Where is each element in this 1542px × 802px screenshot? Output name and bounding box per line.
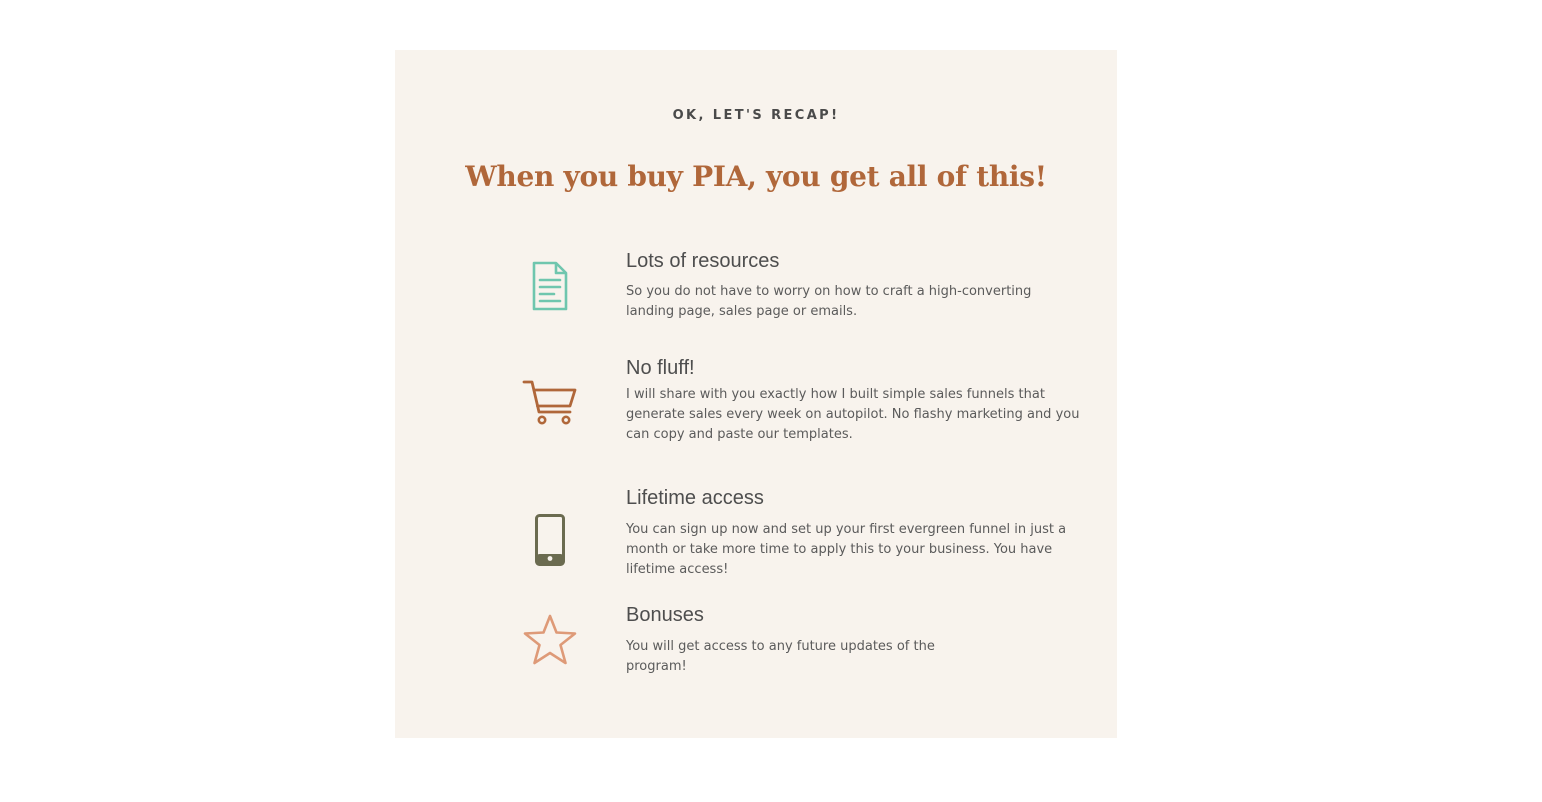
shopping-cart-icon xyxy=(521,377,579,429)
section-headline: When you buy PIA, you get all of this! xyxy=(465,160,1047,193)
feature-description: I will share with you exactly how I built simple sales funnels that generate sales every week on autopilot. No flashy marketing and you can copy and paste our templates. xyxy=(626,387,1080,442)
document-icon xyxy=(521,260,579,312)
feature-title: No fluff! xyxy=(626,357,695,379)
feature-title: Lifetime access xyxy=(626,487,764,509)
feature-title: Bonuses xyxy=(626,604,704,626)
star-icon xyxy=(521,612,579,668)
feature-description: So you do not have to worry on how to craft a high-converting landing page, sales page or emails. xyxy=(626,284,1032,319)
feature-title: Lots of resources xyxy=(626,250,780,272)
recap-section xyxy=(395,50,1117,738)
feature-description: You can sign up now and set up your first evergreen funnel in just a month or take more time to apply this to your business. You have lifetime access! xyxy=(626,522,1067,577)
mobile-phone-icon xyxy=(521,513,579,567)
section-eyebrow: OK, LET'S RECAP! xyxy=(672,108,840,123)
feature-description: You will get access to any future updates of the program! xyxy=(626,639,935,674)
